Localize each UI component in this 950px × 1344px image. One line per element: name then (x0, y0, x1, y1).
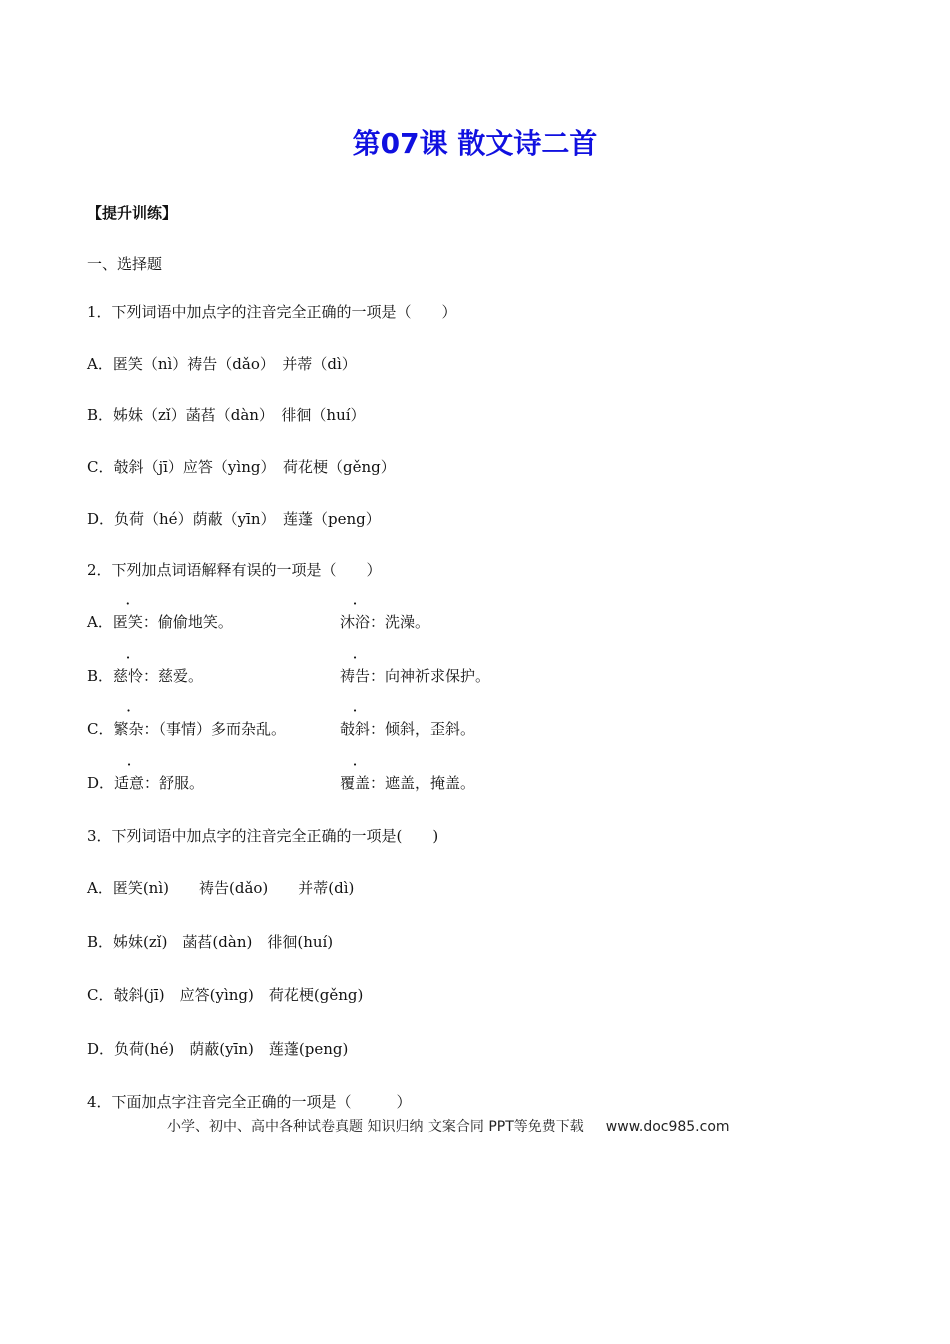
question-1-option-c: C．攲斜（jī）应答（yìng） 荷花梗（gěng） (87, 458, 396, 476)
footer-text: 小学、初中、高中各种试卷真题 知识归纳 文案合同 PPT等免费下载 (167, 1119, 584, 1135)
question-3-option-b: B．姊妹(zǐ) 菡萏(dàn) 徘徊(huí) (87, 933, 334, 951)
dotted-word: 沐浴 (340, 613, 371, 631)
question-2-stem: 2．下列加点词语解释有误的一项是（ ） (87, 561, 382, 579)
question-1-option-d: D．负荷（hé）荫蔽（yīn） 莲蓬（peng） (87, 510, 381, 528)
option-label: D． (87, 774, 115, 792)
page-footer (167, 1116, 730, 1136)
question-1-option-a: A．匿笑（nì）祷告（dǎo） 并蒂（dì） (87, 355, 357, 373)
footer-site-link[interactable]: www.doc985.com (605, 1119, 730, 1135)
question-2-option-b-second (340, 666, 490, 686)
question-2-option-a-second (340, 612, 430, 632)
question-4-stem: 4．下面加点字注音完全正确的一项是（ ） (87, 1093, 412, 1111)
question-2-option-a (87, 612, 233, 632)
dotted-word: 祷告 (340, 667, 371, 685)
page-title: 第07课 散文诗二首 (352, 127, 598, 160)
question-2-option-c-second (340, 719, 475, 739)
question-3-option-a: A．匿笑(nì) 祷告(dǎo) 并蒂(dì) (87, 879, 355, 897)
option-label: C． (87, 720, 114, 738)
definition: ：遮盖，掩盖。 (370, 774, 476, 792)
question-2-option-c (87, 719, 286, 739)
definition: ：慈爱。 (143, 667, 204, 685)
option-label: B． (87, 667, 114, 685)
dotted-word: 匿笑 (112, 613, 143, 631)
dotted-word: 攲斜 (340, 720, 371, 738)
question-1-stem: 1．下列词语中加点字的注音完全正确的一项是（ ） (87, 303, 457, 321)
question-3-stem: 3．下列词语中加点字的注音完全正确的一项是( ) (87, 827, 439, 845)
question-1-option-b: B．姊妹（zǐ）菡萏（dàn） 徘徊（huí） (87, 406, 366, 424)
question-3-option-d: D．负荷(hé) 荫蔽(yīn) 莲蓬(peng) (87, 1040, 349, 1058)
question-2-option-b (87, 666, 203, 686)
definition: ：偷偷地笑。 (142, 613, 233, 631)
question-2-option-d-second (340, 773, 475, 793)
definition: ：向神祈求保护。 (370, 667, 491, 685)
definition: ：舒服。 (144, 774, 205, 792)
dotted-word: 适意 (114, 774, 145, 792)
dotted-word: 慈怜 (113, 667, 144, 685)
dotted-word: 繁杂 (113, 720, 144, 738)
question-3-option-c: C．攲斜(jī) 应答(yìng) 荷花梗(gěng) (87, 986, 364, 1004)
question-2-option-d (87, 773, 204, 793)
definition: ：洗澡。 (370, 613, 431, 631)
option-label: A． (87, 613, 113, 631)
part-heading: 一、选择题 (87, 255, 163, 273)
definition: ：（事情）多而杂乱。 (143, 720, 287, 738)
section-header: 【提升训练】 (87, 204, 178, 222)
dotted-word: 覆盖 (340, 774, 371, 792)
definition: ：倾斜，歪斜。 (370, 720, 476, 738)
